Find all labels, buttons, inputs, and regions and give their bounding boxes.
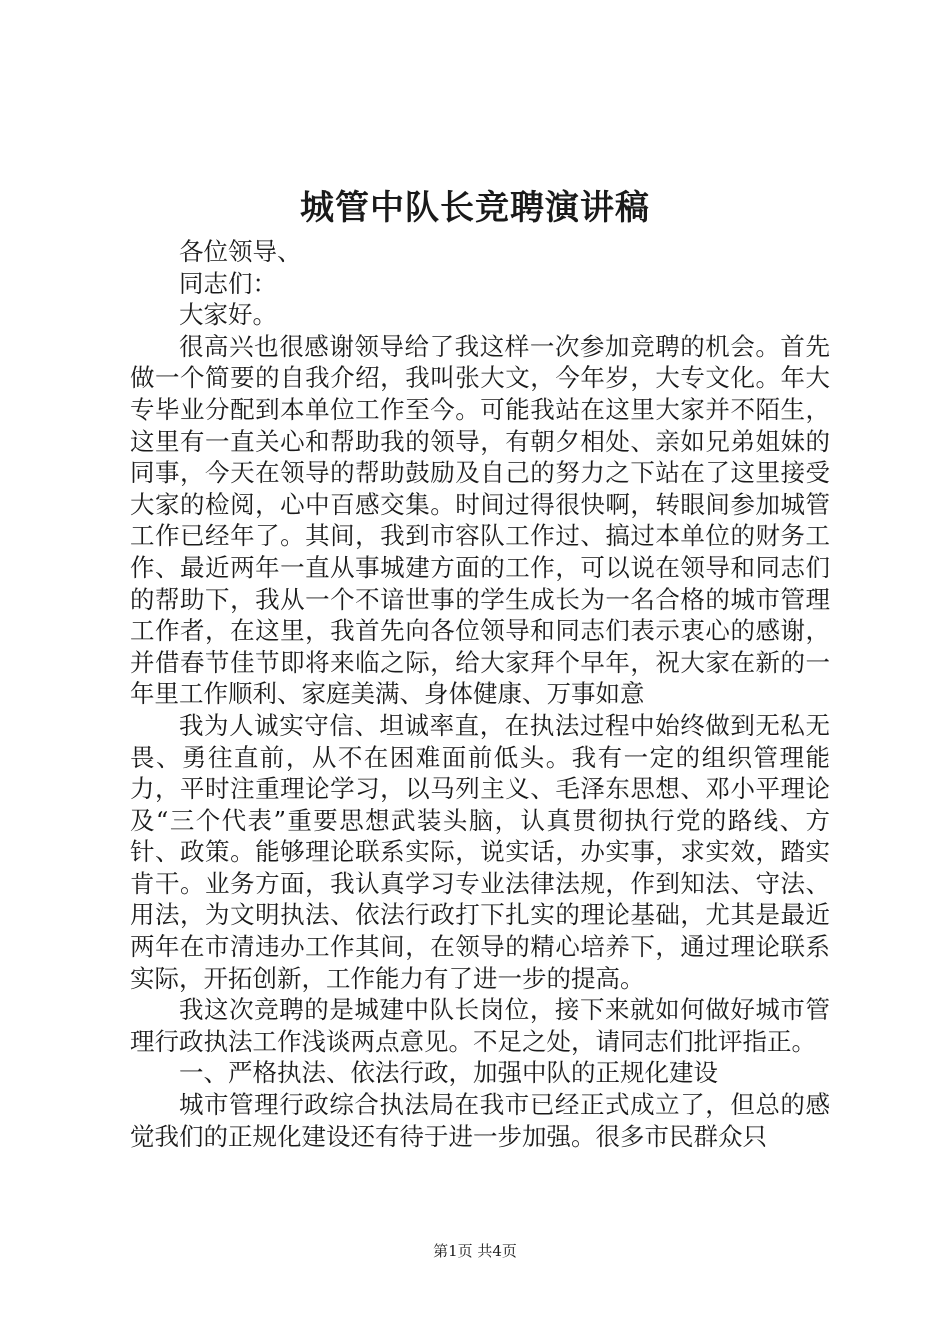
greeting: 大家好。 (179, 300, 277, 330)
section-heading-1: 一、严格执法、依法行政，加强中队的正规化建设 (179, 1058, 718, 1088)
document-title: 城管中队长竞聘演讲稿 (300, 188, 650, 228)
page-number: 第1页 共4页 (433, 1242, 517, 1260)
paragraph-position: 我这次竞聘的是城建中队长岗位，接下来就如何做好城市管理行政执法工作浅谈两点意见。不足之处，请同志们批评指正。 (130, 995, 830, 1056)
salutation-comrades: 同志们： (179, 268, 277, 298)
paragraph-introduction: 很高兴也很感谢领导给了我这样一次参加竞聘的机会。首先做一个简要的自我介绍，我叫张大文，今年岁，大专文化。年大专毕业分配到本单位工作至今。可能我站在这里大家并不陌生，这里有一直关心和帮助我的领导，有朝夕相处、亲如兄弟姐妹的同事，今天在领导的帮助鼓励及自己的努力之下站在了这里接受大家的检阅，心中百感交集。时间过得很快啊，转眼间参加城管工作已经年了。其间，我到市容队工作过、搞过本单位的财务工作、最近两年一直从事城建方面的工作，可以说在领导和同志们的帮助下，我从一个不谙世事的学生成长为一名合格的城市管理工作者，在这里，我首先向各位领导和同志们表示衷心的感谢，并借春节佳节即将来临之际，给大家拜个早年，祝大家在新的一年里工作顺利、家庭美满、身体健康、万事如意 (130, 331, 830, 709)
document-body (130, 236, 830, 1152)
paragraph-section-1: 城市管理行政综合执法局在我市已经正式成立了，但总的感觉我们的正规化建设还有待于进一步加强。很多市民群众只 (130, 1090, 830, 1151)
paragraph-personal-qualities: 我为人诚实守信、坦诚率直，在执法过程中始终做到无私无畏、勇往直前，从不在困难面前低头。我有一定的组织管理能力，平时注重理论学习，以马列主义、毛泽东思想、邓小平理论及“三个代表”重要思想武装头脑，认真贯彻执行党的路线、方针、政策。能够理论联系实际，说实话，办实事，求实效，踏实肯干。业务方面，我认真学习专业法律法规，作到知法、守法、用法，为文明执法、依法行政打下扎实的理论基础，尤其是最近两年在市清违办工作其间，在领导的精心培养下，通过理论联系实际，开拓创新，工作能力有了进一步的提高。 (130, 710, 830, 993)
salutation-leaders: 各位领导、 (179, 237, 302, 266)
